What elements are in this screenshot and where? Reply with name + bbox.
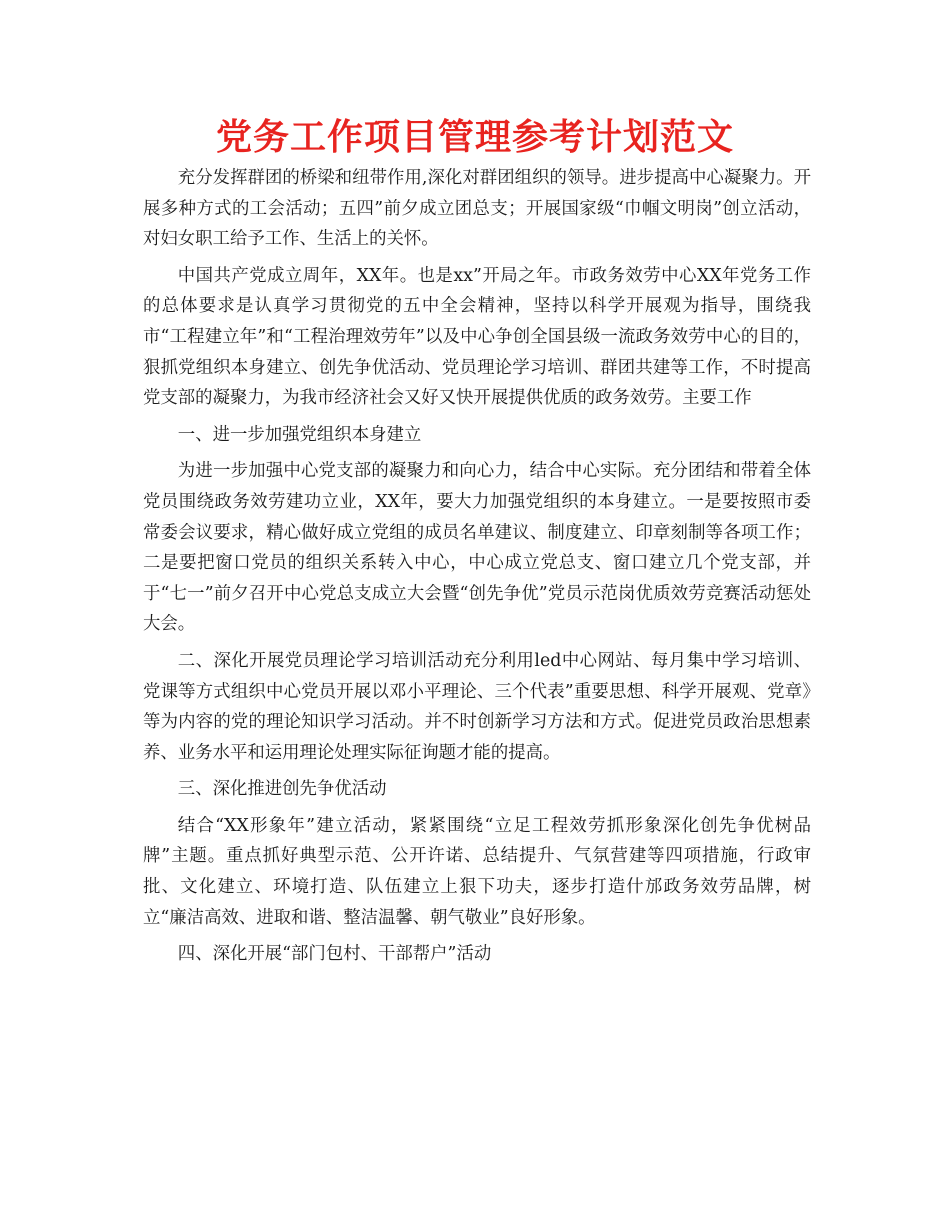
- section-heading: 三、深化推进创先争优活动: [177, 779, 387, 800]
- paragraph: 为进一步加强中心党支部的凝聚力和向心力，结合中心实际。充分团结和带着全体党员围绕政务效劳建功立业，XX年，要大力加强党组织的本身建立。一是要按照市委常委会议要求，精心做好成立党组的成员名单建议、制度建立、印章刻制等各项工作；二是要把窗口党员的组织关系转入中心，中心成立党总支、窗口建立几个党支部，并于“七一”前夕召开中心党总支成立大会暨“创先争优”党员示范岗优质效劳竞赛活动惩处大会。: [143, 461, 811, 635]
- section-heading: 一、进一步加强党组织本身建立: [177, 424, 422, 445]
- paragraph: 结合“XX形象年”建立活动，紧紧围绕“立足工程效劳抓形象深化创先争优树品牌”主题。重点抓好典型示范、公开许诺、总结提升、气氛营建等四项措施，行政审批、文化建立、环境打造、队伍建立上狠下功夫，逐步打造什邡政务效劳品牌，树立“廉洁高效、进取和谐、整洁温馨、朝气敬业”良好形象。: [143, 815, 811, 928]
- paragraph: 二、深化开展党员理论学习培训活动充分利用led中心网站、每月集中学习培训、党课等方式组织中心党员开展以邓小平理论、三个代表”重要思想、科学开展观、党章》等为内容的党的理论知识学习活动。并不时创新学习方法和方式。促进党员政治思想素养、业务水平和运用理论处理实际征询题才能的提高。: [143, 650, 811, 763]
- section-heading: 四、深化开展“部门包村、干部帮户”活动: [177, 944, 492, 965]
- document-body: [143, 163, 811, 970]
- paragraph: 中国共产党成立周年，XX年。也是xx”开局之年。市政务效劳中心XX年党务工作的总体要求是认真学习贯彻党的五中全会精神，坚持以科学开展观为指导，围绕我市“工程建立年”和“工程治理效劳年”以及中心争创全国县级一流政务效劳中心的目的，狠抓党组织本身建立、创先争优活动、党员理论学习培训、群团共建等工作，不时提高党支部的凝聚力，为我市经济社会又好又快开展提供优质的政务效劳。主要工作: [143, 265, 811, 409]
- document-title: 党务工作项目管理参考计划范文: [215, 117, 734, 158]
- paragraph: 充分发挥群团的桥梁和纽带作用,深化对群团组织的领导。进步提高中心凝聚力。开展多种方式的工会活动；五四”前夕成立团总支；开展国家级“巾帼文明岗”创立活动，对妇女职工给予工作、生活上的关怀。: [143, 168, 811, 250]
